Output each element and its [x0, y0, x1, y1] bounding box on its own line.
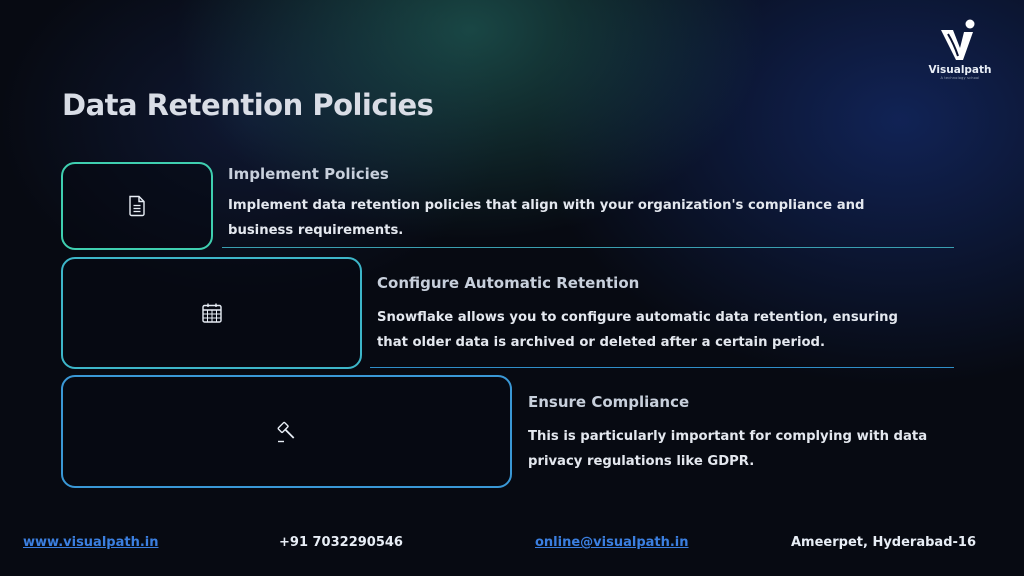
section-body-implement	[228, 193, 864, 243]
section-title-compliance: Ensure Compliance	[528, 393, 690, 411]
section-title-configure: Configure Automatic Retention	[377, 274, 640, 292]
page-title: Data Retention Policies	[62, 88, 434, 122]
section-icon-box-implement	[61, 162, 213, 250]
gavel-icon	[275, 420, 299, 444]
section-body-compliance	[528, 424, 927, 474]
section-body-line: privacy regulations like GDPR.	[528, 454, 755, 469]
visualpath-logo-icon	[939, 18, 981, 62]
section-title-implement: Implement Policies	[228, 165, 389, 183]
footer-email-link[interactable]: online@visualpath.in	[535, 535, 689, 550]
section-divider	[370, 367, 954, 368]
visualpath-logo	[922, 18, 998, 80]
footer-website-link[interactable]: www.visualpath.in	[23, 535, 159, 550]
section-body-line: that older data is archived or deleted after a certain period.	[377, 335, 825, 350]
document-icon	[128, 195, 146, 217]
calendar-icon	[201, 302, 223, 324]
section-body-line: Snowflake allows you to configure automatic data retention, ensuring	[377, 310, 898, 325]
section-divider	[222, 247, 954, 248]
footer-address: Ameerpet, Hyderabad-16	[791, 535, 976, 550]
logo-name: Visualpath	[928, 64, 992, 76]
section-body-line: This is particularly important for complying with data	[528, 429, 928, 444]
footer-phone: +91 7032290546	[279, 535, 403, 550]
logo-tagline: A technology school	[940, 76, 980, 80]
section-icon-box-compliance	[61, 375, 512, 488]
section-icon-box-configure	[61, 257, 362, 369]
section-body-configure	[377, 305, 898, 355]
section-body-line: Implement data retention policies that align with your organization's compliance and	[228, 198, 865, 213]
section-body-line: business requirements.	[228, 223, 404, 238]
